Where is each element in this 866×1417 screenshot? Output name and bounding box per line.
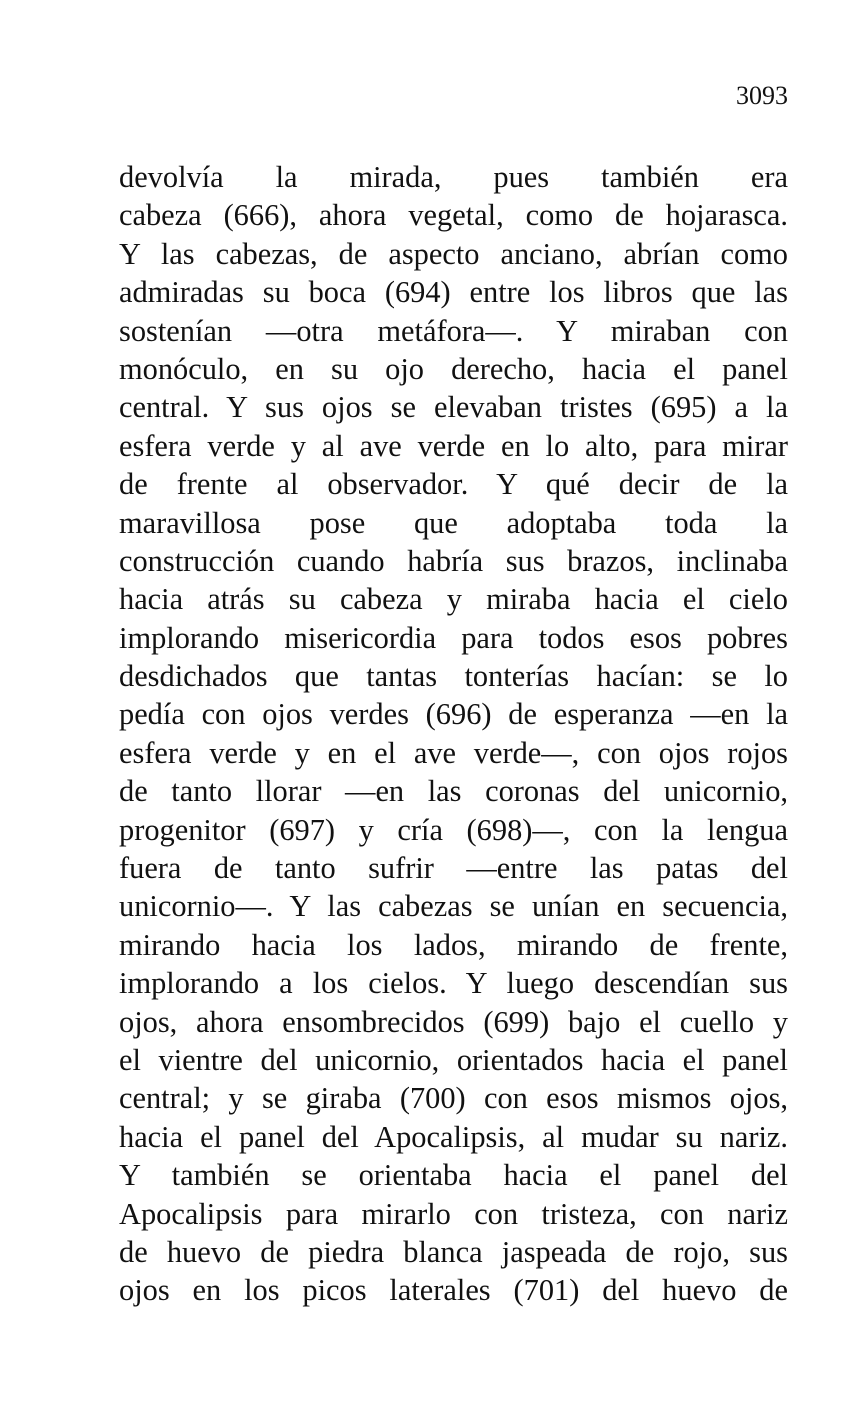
text-line: central. Y sus ojos se elevaban tristes (695) a la [119, 390, 788, 425]
text-line: ojos, ahora ensombrecidos (699) bajo el cuello y [119, 1004, 788, 1039]
text-line: mirando hacia los lados, mirando de frente, [119, 927, 788, 962]
page-number: 3093 [736, 81, 788, 110]
text-line: construcción cuando habría sus brazos, inclinaba [119, 543, 788, 578]
text-line: implorando a los cielos. Y luego descendían sus [119, 966, 788, 1001]
text-line: monóculo, en su ojo derecho, hacia el panel [119, 351, 788, 386]
text-line: ojos en los picos laterales (701) del huevo de [119, 1273, 788, 1308]
text-line: de frente al observador. Y qué decir de la [119, 467, 788, 502]
text-line: implorando misericordia para todos esos pobres [119, 620, 788, 655]
text-line: Y las cabezas, de aspecto anciano, abrían como [119, 236, 788, 271]
text-line: Y también se orientaba hacia el panel del [119, 1158, 788, 1193]
text-line: Apocalipsis para mirarlo con tristeza, con nariz [119, 1196, 788, 1231]
text-line: desdichados que tantas tonterías hacían: se lo [119, 659, 788, 694]
text-line: el vientre del unicornio, orientados hacia el panel [119, 1042, 788, 1077]
text-line: unicornio—. Y las cabezas se unían en secuencia, [119, 889, 788, 924]
text-line: cabeza (666), ahora vegetal, como de hojarasca. [119, 198, 788, 233]
text-line: de tanto llorar —en las coronas del unicornio, [119, 774, 788, 809]
text-line: devolvía la mirada, pues también era [119, 160, 788, 194]
text-line: hacia atrás su cabeza y miraba hacia el cielo [119, 582, 788, 617]
body-text [119, 158, 788, 1310]
text-line: pedía con ojos verdes (696) de esperanza —en la [119, 697, 788, 732]
text-line: esfera verde y al ave verde en lo alto, para mirar [119, 428, 788, 463]
text-line: de huevo de piedra blanca jaspeada de rojo, sus [119, 1234, 788, 1269]
text-line: central; y se giraba (700) con esos mismos ojos, [119, 1081, 788, 1116]
text-line: sostenían —otra metáfora—. Y miraban con [119, 313, 788, 348]
text-line: fuera de tanto sufrir —entre las patas del [119, 851, 788, 886]
text-line: maravillosa pose que adoptaba toda la [119, 505, 788, 540]
text-line: hacia el panel del Apocalipsis, al mudar su nariz. [119, 1119, 788, 1154]
text-line: esfera verde y en el ave verde—, con ojos rojos [119, 735, 788, 770]
text-line: progenitor (697) y cría (698)—, con la lengua [119, 812, 788, 847]
text-line: admiradas su boca (694) entre los libros que las [119, 275, 788, 310]
